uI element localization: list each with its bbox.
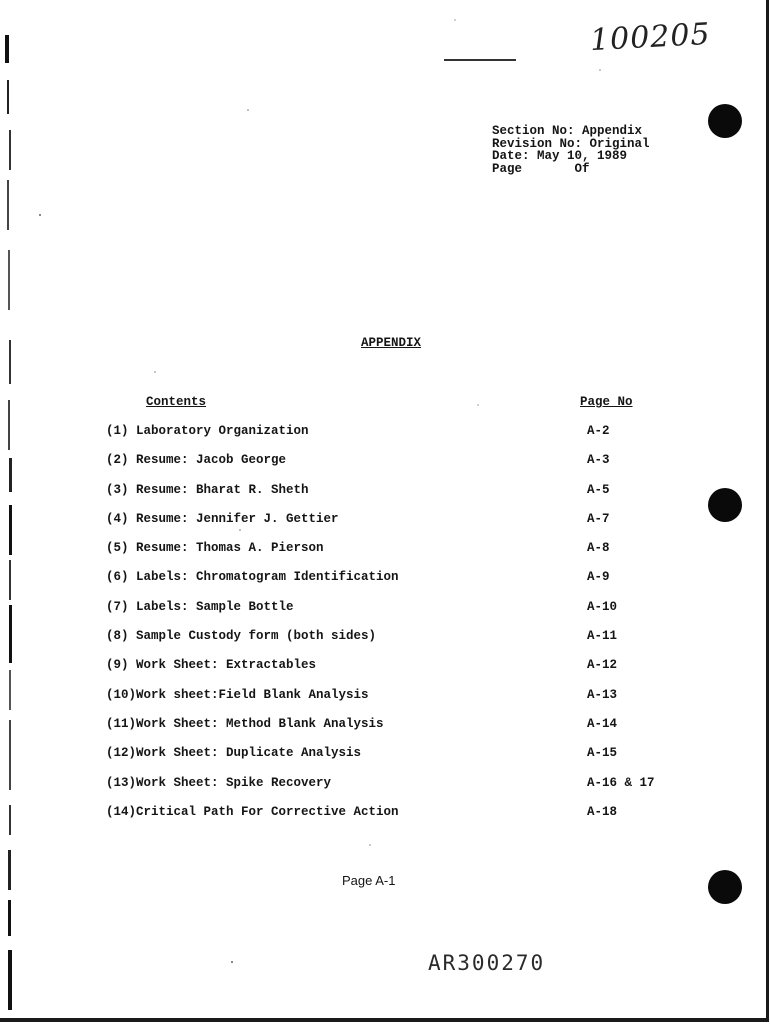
- toc-row: [106, 541, 696, 570]
- punch-hole-middle: [708, 488, 742, 522]
- toc-title: Resume: Thomas A. Pierson: [136, 541, 324, 556]
- toc-page: A-14: [587, 716, 618, 731]
- toc-row: [106, 600, 696, 629]
- toc-row: [106, 717, 696, 746]
- toc-number: (5): [106, 541, 129, 556]
- section-line: Section No: Appendix: [492, 124, 643, 138]
- page-no-column-header: Page No: [580, 395, 633, 409]
- toc-number: (1): [106, 424, 129, 438]
- toc-title: Labels: Chromatogram Identification: [136, 570, 399, 585]
- binding-edge-marks: [0, 0, 30, 1024]
- toc-page: A-8: [587, 541, 610, 556]
- toc-title: Resume: Jacob George: [136, 453, 287, 468]
- toc-page: A-2: [587, 424, 610, 438]
- toc-page: A-16 & 17: [587, 775, 655, 790]
- toc-number: (12): [106, 746, 137, 761]
- toc-page: A-10: [587, 599, 618, 614]
- toc-number: (6): [106, 570, 129, 585]
- toc-title: Work Sheet: Duplicate Analysis: [136, 746, 362, 761]
- toc-number: (8): [106, 629, 129, 644]
- document-header: [492, 125, 650, 175]
- toc-title: Labels: Sample Bottle: [136, 599, 294, 614]
- page-of-line: Page Of: [492, 161, 590, 176]
- toc-number: (2): [106, 453, 129, 468]
- punch-hole-top: [708, 104, 742, 138]
- footer-page-number: Page A-1: [342, 873, 396, 888]
- document-stamp: AR300270: [428, 951, 546, 975]
- toc-number: (14): [106, 804, 137, 819]
- toc-row: [106, 746, 696, 775]
- toc-page: A-7: [587, 511, 610, 526]
- toc-title: Laboratory Organization: [136, 424, 309, 438]
- toc-title: Work sheet:Field Blank Analysis: [136, 687, 369, 702]
- toc-row: [106, 453, 696, 482]
- date-line: Date: May 10, 1989: [492, 149, 628, 163]
- toc-row: [106, 512, 696, 541]
- toc-page: A-12: [587, 658, 618, 673]
- toc-page: A-15: [587, 746, 618, 761]
- table-of-contents: [106, 424, 696, 834]
- toc-number: (7): [106, 599, 129, 614]
- appendix-title: APPENDIX: [360, 336, 421, 350]
- toc-row: [106, 629, 696, 658]
- toc-row: [106, 776, 696, 805]
- toc-row: [106, 570, 696, 599]
- contents-column-header: Contents: [146, 395, 207, 409]
- toc-row: [106, 805, 696, 834]
- toc-page: A-5: [587, 482, 610, 497]
- toc-page: A-9: [587, 570, 610, 585]
- toc-number: (4): [106, 511, 129, 526]
- toc-page: A-11: [587, 629, 618, 644]
- toc-title: Work Sheet: Method Blank Analysis: [136, 716, 384, 731]
- toc-number: (10): [106, 687, 137, 702]
- toc-title: Work Sheet: Extractables: [136, 658, 317, 673]
- toc-title: Resume: Jennifer J. Gettier: [136, 511, 339, 526]
- toc-number: (13): [106, 775, 137, 790]
- revision-line: Revision No: Original: [492, 136, 650, 151]
- toc-row: [106, 688, 696, 717]
- top-rule-line: [444, 59, 516, 61]
- toc-page: A-18: [587, 804, 618, 819]
- toc-number: (9): [106, 658, 129, 673]
- toc-row: [106, 424, 696, 453]
- toc-number: (3): [106, 482, 129, 497]
- toc-row: [106, 658, 696, 687]
- handwritten-document-number: 100205: [589, 16, 712, 59]
- toc-page: A-13: [587, 687, 618, 702]
- toc-title: Sample Custody form (both sides): [136, 629, 377, 644]
- punch-hole-bottom: [708, 870, 742, 904]
- toc-title: Critical Path For Corrective Action: [136, 804, 399, 819]
- toc-row: [106, 483, 696, 512]
- toc-title: Resume: Bharat R. Sheth: [136, 482, 309, 497]
- toc-page: A-3: [587, 453, 610, 468]
- toc-number: (11): [106, 716, 137, 731]
- toc-title: Work Sheet: Spike Recovery: [136, 775, 332, 790]
